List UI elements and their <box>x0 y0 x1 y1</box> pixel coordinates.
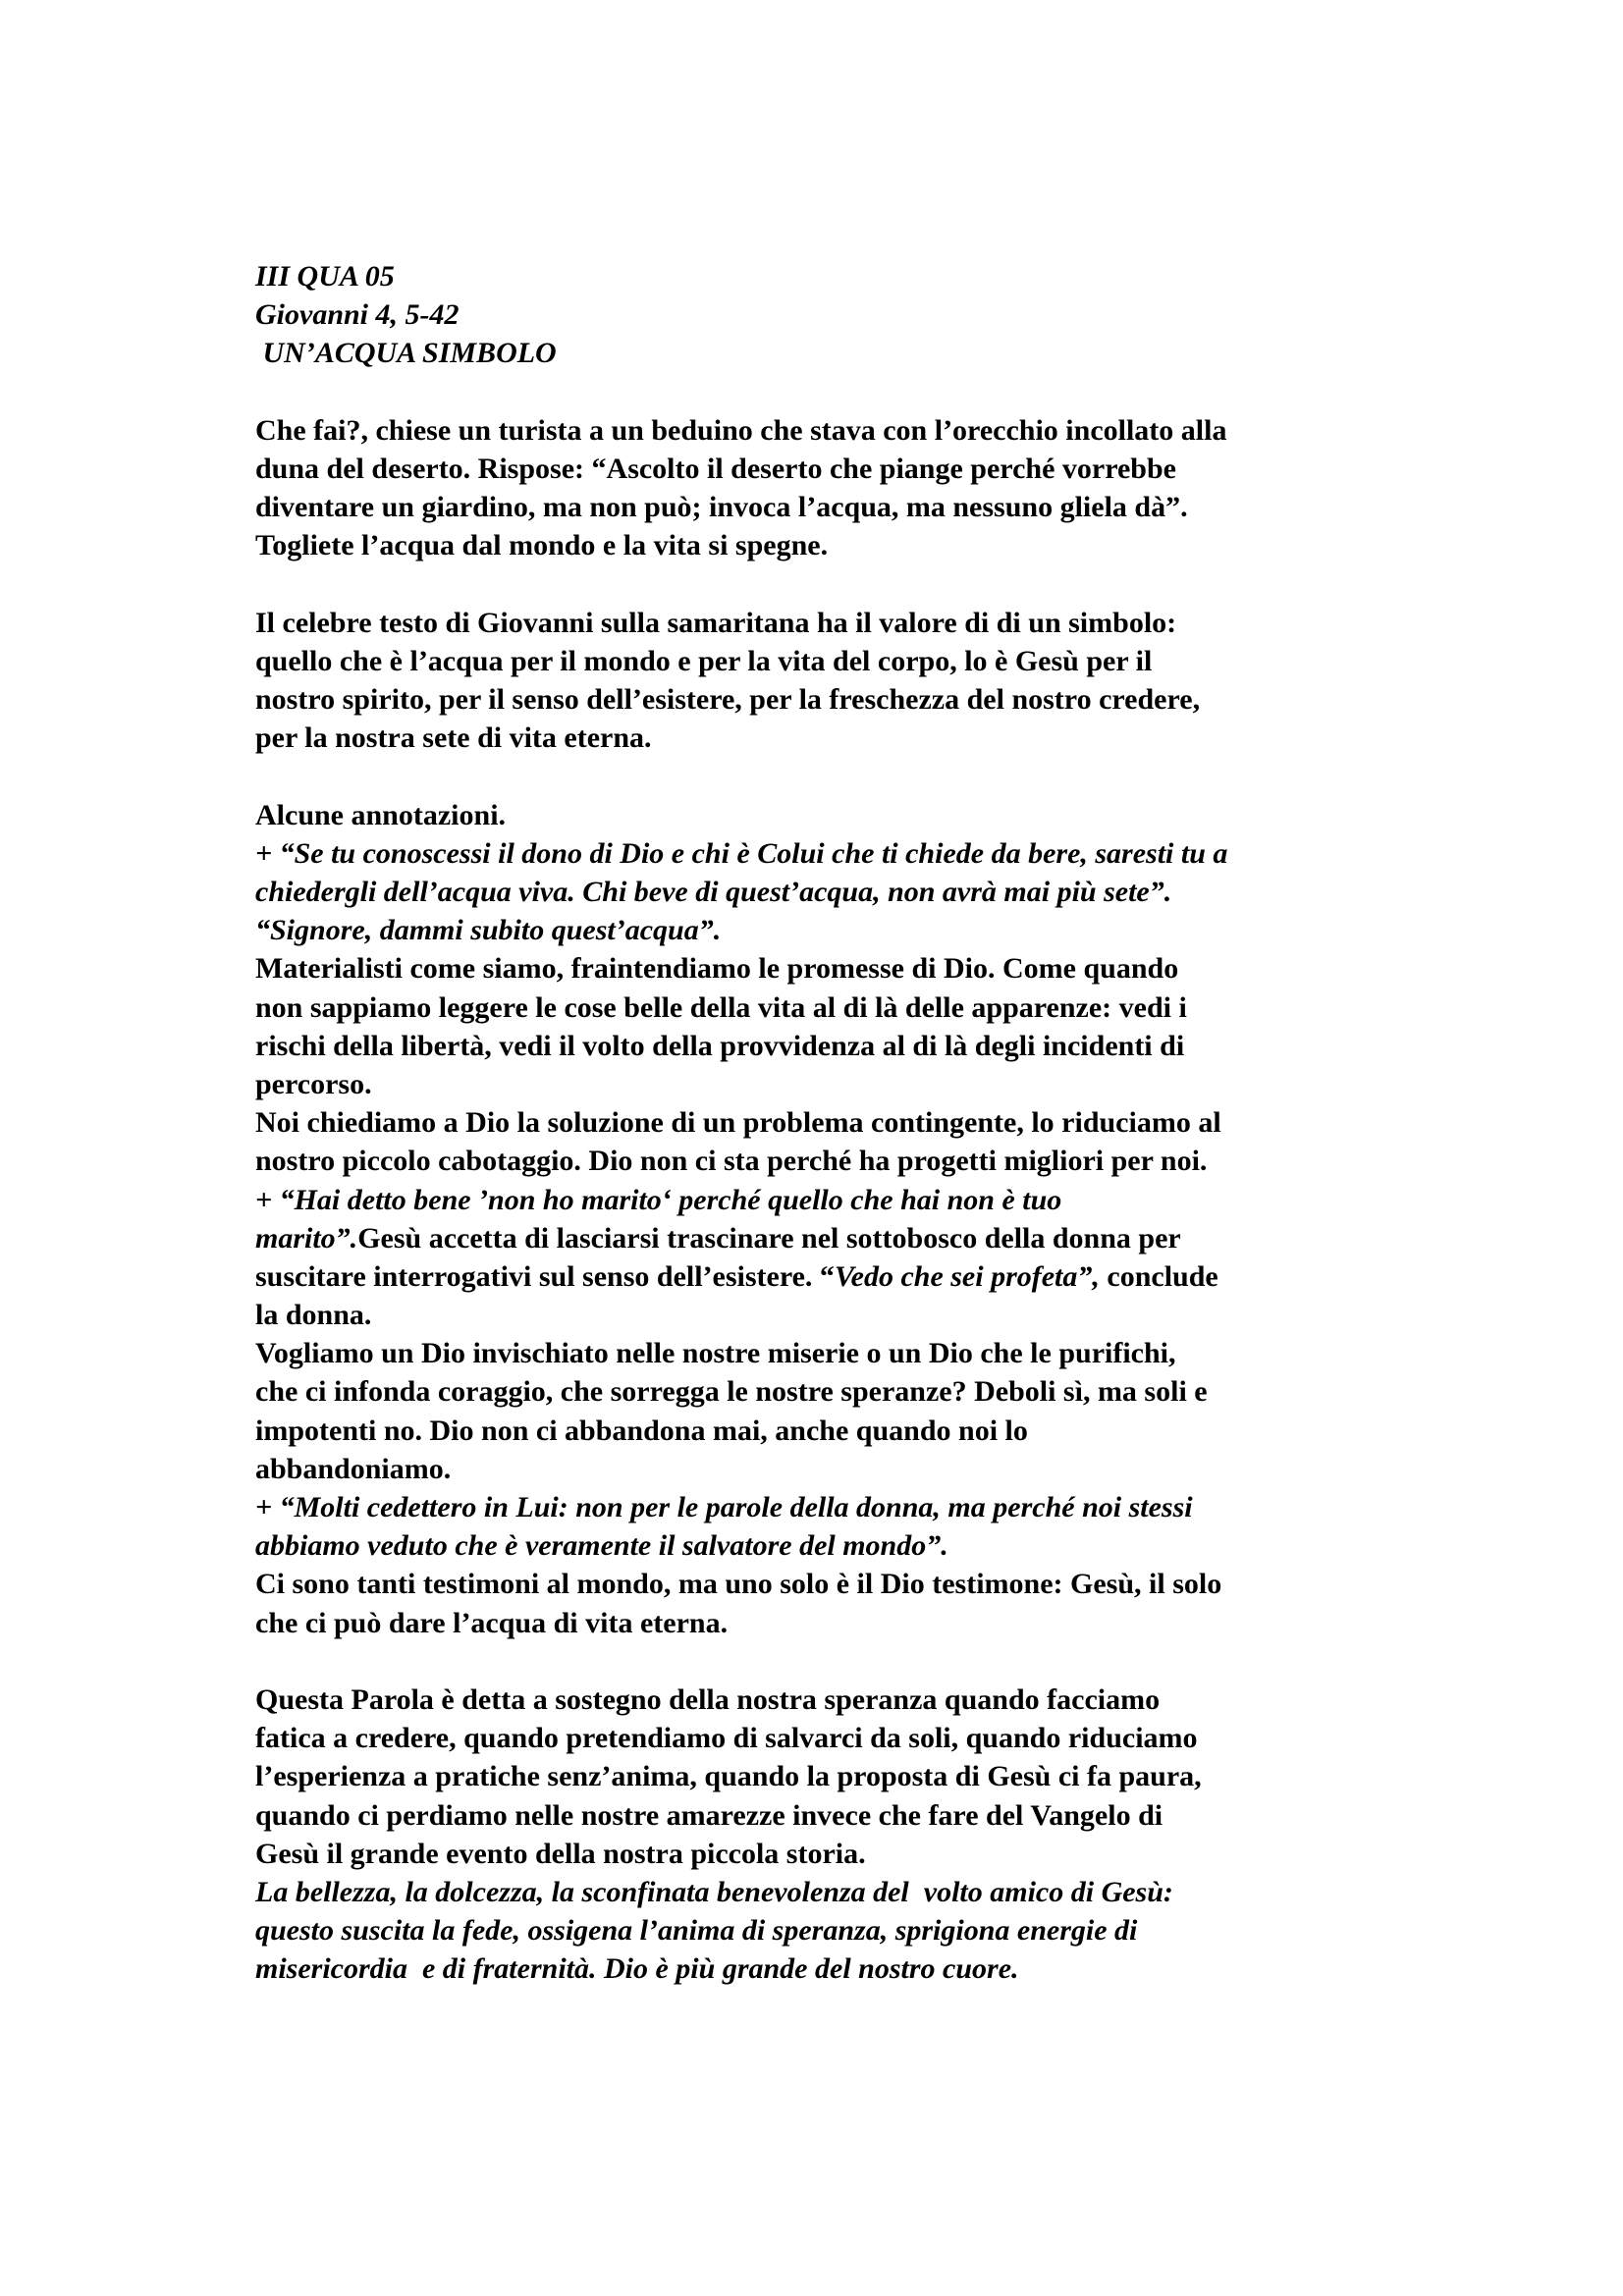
quote-fragment: marito”. <box>255 1221 358 1255</box>
spacer <box>255 1642 1384 1681</box>
quote-line: “Signore, dammi subito quest’acqua”. <box>255 914 722 947</box>
text-line: abbandoniamo. <box>255 1452 452 1485</box>
text-line: fatica a credere, quando pretendiamo di salvarci da soli, quando riduciamo <box>255 1722 1198 1755</box>
text-line: l’esperienza a pratiche senz’anima, quando la proposta di Gesù ci fa paura, <box>255 1760 1202 1793</box>
text-line: percorso. <box>255 1067 372 1100</box>
closing-line: misericordia e di fraternità. Dio è più grande del nostro cuore. <box>255 1952 1019 1986</box>
quote-line: chiedergli dell’acqua viva. Chi beve di quest’acqua, non avrà mai più sete”. <box>255 876 1172 908</box>
quote-line: abbiamo veduto che è veramente il salvatore del mondo”. <box>255 1529 948 1563</box>
header-title: UN’ACQUA SIMBOLO <box>255 337 557 370</box>
closing-line: La bellezza, la dolcezza, la sconfinata benevolenza del volto amico di Gesù: <box>255 1875 1173 1908</box>
quote-line: + “Molti cedettero in Lui: non per le parole della donna, ma perché noi stessi <box>255 1491 1193 1523</box>
text-fragment: conclude <box>1099 1259 1218 1293</box>
text-line: che ci infonda coraggio, che sorregga le nostre speranze? Deboli sì, ma soli e <box>255 1375 1208 1409</box>
text-line: impotenti no. Dio non ci abbandona mai, anche quando noi lo <box>255 1414 1028 1447</box>
mixed-line <box>255 1219 1384 1257</box>
mixed-line <box>255 1257 1384 1296</box>
section-annotations <box>255 796 1384 1642</box>
text-line: Gesù il grande evento della nostra piccola storia. <box>255 1837 866 1870</box>
text-line: Materialisti come siamo, fraintendiamo le promesse di Dio. Come quando <box>255 952 1179 986</box>
text-line: diventare un giardino, ma non può; invoca l’acqua, ma nessuno gliela dà”. <box>255 491 1188 524</box>
paragraph-samaritana <box>255 604 1384 758</box>
paragraph-beduino <box>255 411 1384 565</box>
text-line: nostro piccolo cabotaggio. Dio non ci sta perché ha progetti migliori per noi. <box>255 1145 1208 1178</box>
text-line: Noi chiediamo a Dio la soluzione di un problema contingente, lo riduciamo al <box>255 1106 1221 1140</box>
text-line: duna del deserto. Rispose: “Ascolto il deserto che piange perché vorrebbe <box>255 452 1176 485</box>
text-line: che ci può dare l’acqua di vita eterna. <box>255 1606 729 1639</box>
text-line: Che fai?, chiese un turista a un beduino che stava con l’orecchio incollato alla <box>255 413 1227 447</box>
spacer <box>255 565 1384 604</box>
quote-line: + “Hai detto bene ’non ho marito‘ perché quello che hai non è tuo <box>255 1183 1062 1216</box>
header-reference: Giovanni 4, 5-42 <box>255 298 460 332</box>
text-line: Togliete l’acqua dal mondo e la vita si spegne. <box>255 529 829 562</box>
quote-fragment: Vedo che sei profeta”, <box>834 1259 1100 1293</box>
text-fragment: suscitare interrogativi sul senso dell’esistere. “ <box>255 1259 835 1293</box>
text-line: Vogliamo un Dio invischiato nelle nostre miserie o un Dio che le purifichi, <box>255 1337 1176 1370</box>
annotations-intro: Alcune annotazioni. <box>255 798 507 831</box>
document-page <box>255 257 1384 1988</box>
paragraph-parola <box>255 1681 1384 1873</box>
text-line: la donna. <box>255 1299 372 1332</box>
text-line: rischi della libertà, vedi il volto della provvidenza al di là degli incidenti di <box>255 1029 1185 1062</box>
text-fragment: Gesù accetta di lasciarsi trascinare nel sottobosco della donna per <box>357 1221 1181 1255</box>
text-line: Questa Parola è detta a sostegno della nostra speranza quando facciamo <box>255 1682 1161 1716</box>
text-line: quello che è l’acqua per il mondo e per la vita del corpo, lo è Gesù per il <box>255 644 1153 677</box>
closing-paragraph <box>255 1873 1384 1989</box>
text-line: non sappiamo leggere le cose belle della vita al di là delle apparenze: vedi i <box>255 990 1187 1024</box>
text-line: Il celebre testo di Giovanni sulla samaritana ha il valore di di un simbolo: <box>255 606 1177 639</box>
text-line: per la nostra sete di vita eterna. <box>255 721 652 755</box>
text-line: nostro spirito, per il senso dell’esistere, per la freschezza del nostro credere, <box>255 683 1201 717</box>
text-line: Ci sono tanti testimoni al mondo, ma uno solo è il Dio testimone: Gesù, il solo <box>255 1568 1222 1601</box>
spacer <box>255 373 1384 411</box>
document-header <box>255 257 1384 373</box>
header-code: III QUA 05 <box>255 260 395 293</box>
text-line: quando ci perdiamo nelle nostre amarezze invece che fare del Vangelo di <box>255 1798 1163 1832</box>
closing-line: questo suscita la fede, ossigena l’anima di speranza, sprigiona energie di <box>255 1914 1138 1948</box>
spacer <box>255 757 1384 795</box>
quote-line: + “Se tu conoscessi il dono di Dio e chi è Colui che ti chiede da bere, saresti tu a <box>255 836 1228 870</box>
